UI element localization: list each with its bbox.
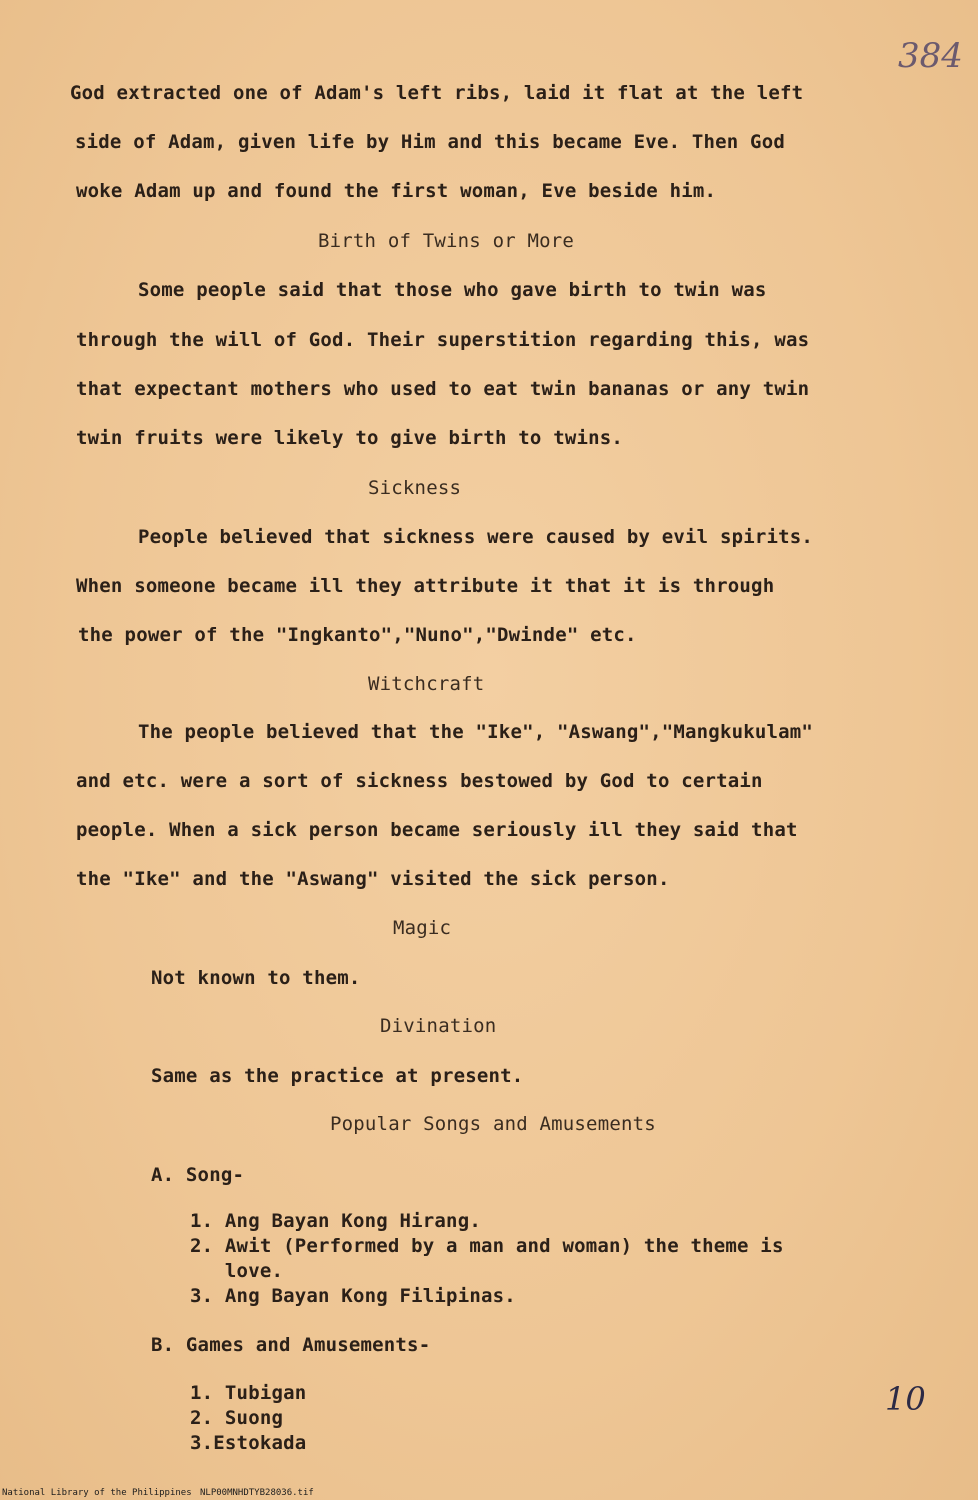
footer-library: National Library of the Philippines [2,1488,192,1498]
twins-line-4: twin fruits were likely to give birth to twins. [76,427,624,449]
witchcraft-heading: Witchcraft [368,673,485,695]
witchcraft-line-2: and etc. were a sort of sickness bestowed by God to certain [76,770,763,792]
intro-line-1: God extracted one of Adam's left ribs, laid it flat at the left [70,82,804,104]
twins-line-2: through the will of God. Their superstition regarding this, was [76,329,810,351]
song-item-2: 2. Awit (Performed by a man and woman) the theme is [190,1235,784,1257]
intro-line-2: side of Adam, given life by Him and this became Eve. Then God [75,131,785,153]
intro-line-3: woke Adam up and found the first woman, Eve beside him. [76,180,717,202]
divination-heading: Divination [380,1015,497,1037]
magic-text: Not known to them. [151,967,361,989]
magic-heading: Magic [393,917,452,939]
twins-line-1: Some people said that those who gave birth to twin was [138,279,767,301]
song-section-label: A. Song- [151,1164,245,1186]
games-section-label: B. Games and Amusements- [151,1334,431,1356]
song-item-2-cont: love. [190,1260,284,1282]
sickness-line-3: the power of the "Ingkanto","Nuno","Dwinde" etc. [78,624,637,646]
sickness-line-1: People believed that sickness were caused by evil spirits. [138,526,814,548]
games-item-2: 2. Suong [190,1407,284,1429]
witchcraft-line-3: people. When a sick person became seriously ill they said that [76,819,798,841]
song-item-3: 3. Ang Bayan Kong Filipinas. [190,1285,516,1307]
games-item-3: 3.Estokada [190,1432,307,1454]
twins-line-3: that expectant mothers who used to eat twin bananas or any twin [76,378,810,400]
divination-text: Same as the practice at present. [151,1065,524,1087]
twins-heading: Birth of Twins or More [318,230,575,252]
songs-heading: Popular Songs and Amusements [330,1113,656,1135]
song-item-1: 1. Ang Bayan Kong Hirang. [190,1210,481,1232]
handwritten-page-number: 384 [898,36,963,76]
witchcraft-line-4: the "Ike" and the "Aswang" visited the sick person. [76,868,670,890]
games-item-1: 1. Tubigan [190,1382,307,1404]
witchcraft-line-1: The people believed that the "Ike", "Aswang","Mangkukulam" [138,721,814,743]
handwritten-folio-number: 10 [885,1380,926,1418]
sickness-line-2: When someone became ill they attribute it that it is through [76,575,775,597]
footer-file: NLP00MNHDTYB28036.tif [200,1488,314,1498]
sickness-heading: Sickness [368,477,462,499]
